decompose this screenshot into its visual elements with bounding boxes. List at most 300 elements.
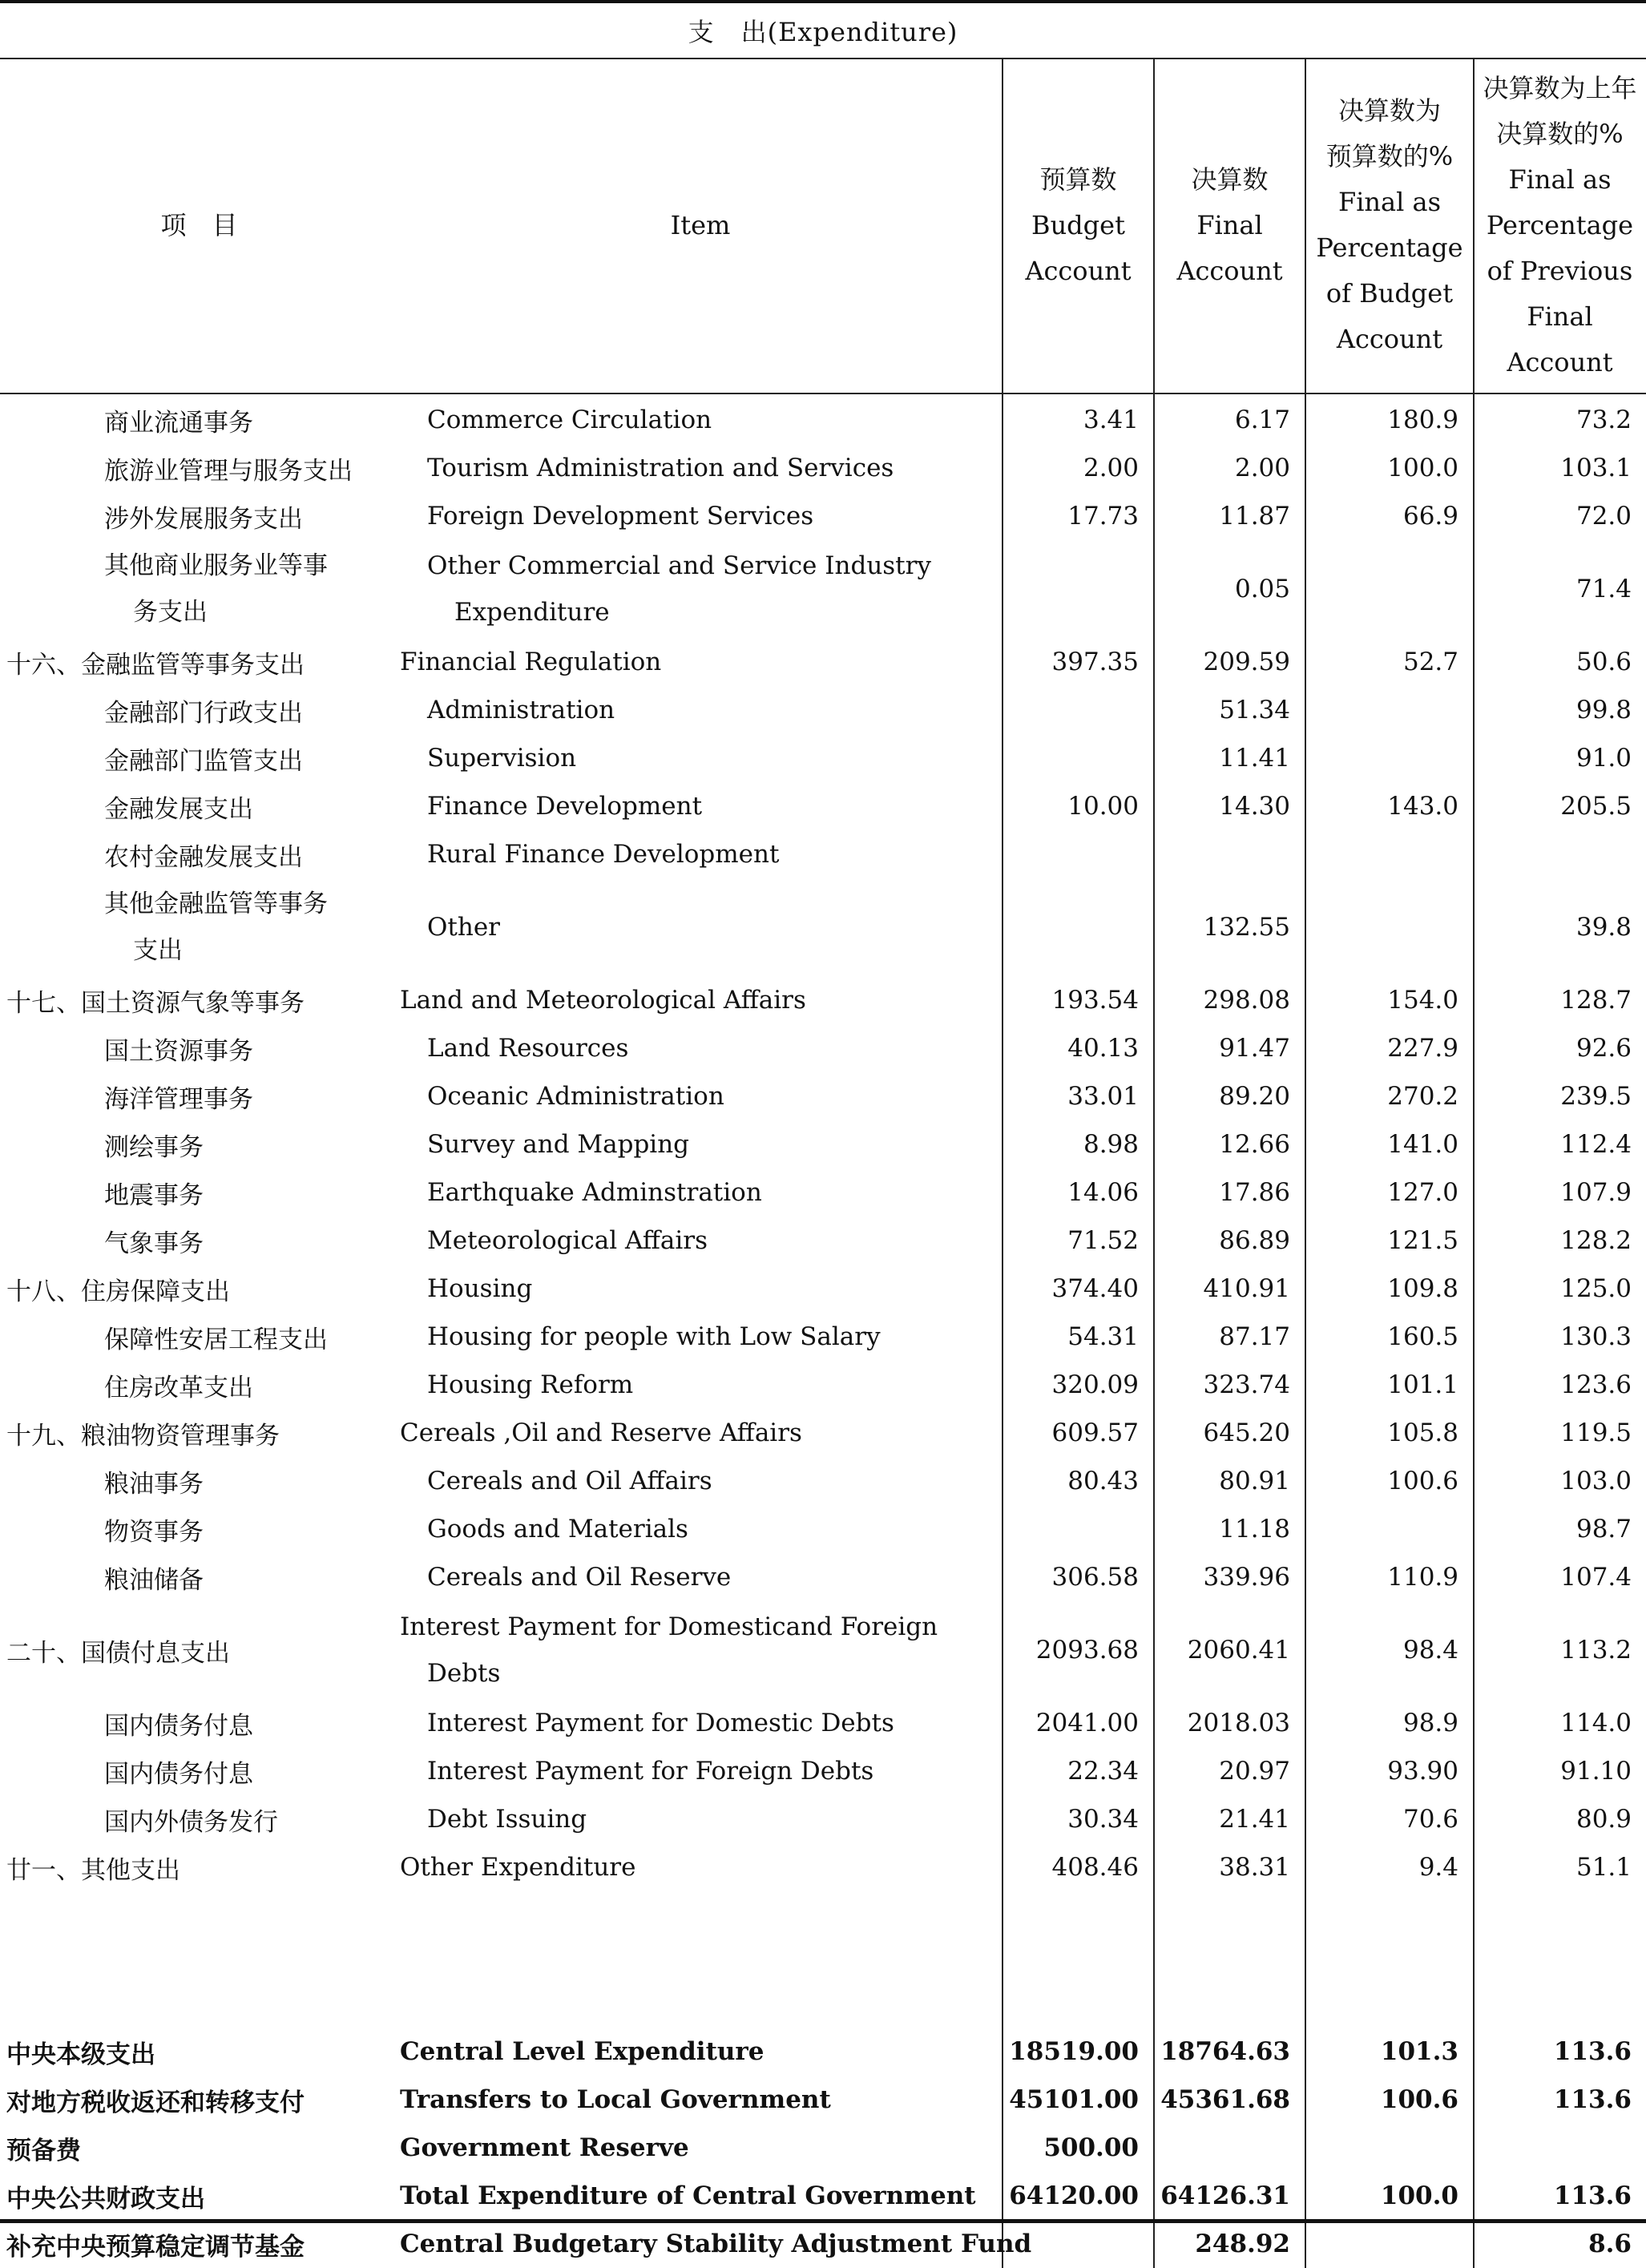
item-en-cell — [398, 1795, 1003, 1843]
pct-budget-cell — [1305, 396, 1474, 444]
cell-value: 0.05 — [1234, 575, 1290, 603]
item-en-cell — [398, 540, 1003, 638]
pct-budget-cell — [1305, 830, 1474, 878]
item-en-cell — [398, 1024, 1003, 1072]
cell-text: Interest Payment for Domestic Debts — [427, 1709, 894, 1737]
table-row — [0, 1553, 1646, 1601]
cell-text: Oceanic Administration — [427, 1082, 724, 1111]
cell-text: 住房改革支出 — [104, 1373, 253, 1402]
pct-prev-cell — [1474, 2028, 1646, 2076]
cell-text: 国内债务付息 — [104, 1759, 253, 1789]
pct-prev-cell — [1474, 830, 1646, 878]
cell-value: 121.5 — [1387, 1226, 1458, 1255]
cell-text: 中央本级支出 — [6, 2040, 155, 2069]
cell-value: 93.90 — [1387, 1757, 1458, 1786]
cell-value: 270.2 — [1387, 1082, 1458, 1111]
item-cn-cell — [0, 1361, 398, 1409]
item-cn-cell — [0, 1795, 398, 1843]
table-row — [0, 1601, 1646, 1699]
cell-value: 100.6 — [1380, 2085, 1458, 2114]
pct-budget-cell — [1305, 1601, 1474, 1699]
pct-budget-cell — [1305, 2220, 1474, 2268]
cell-line: Other Commercial and Service Industry — [427, 551, 931, 580]
cell-value: 11.41 — [1219, 744, 1290, 773]
budget-cell — [1003, 2172, 1154, 2220]
table-row — [0, 2172, 1646, 2220]
item-en-cell — [398, 638, 1003, 686]
item-cn-cell — [0, 444, 398, 492]
item-cn-cell — [0, 782, 398, 830]
budget-cell — [1003, 396, 1154, 444]
item-en-cell — [398, 1168, 1003, 1217]
cell-value: 609.57 — [1051, 1419, 1139, 1447]
pct-budget-cell — [1305, 1747, 1474, 1795]
budget-cell — [1003, 1072, 1154, 1120]
cell-value: 248.92 — [1195, 2230, 1290, 2258]
cell-value: 2.00 — [1234, 454, 1290, 482]
pct-budget-cell — [1305, 2076, 1474, 2124]
cell-text: 国内外债务发行 — [104, 1807, 278, 1837]
header-budget-line: Budget — [1031, 209, 1125, 240]
item-en-cell — [398, 2076, 1003, 2124]
item-en-cell — [398, 830, 1003, 878]
pct-prev-cell — [1474, 686, 1646, 734]
budget-cell — [1003, 1217, 1154, 1265]
cell-value: 6.17 — [1234, 406, 1290, 434]
cell-value: 2093.68 — [1035, 1636, 1139, 1665]
pct-prev-cell — [1474, 1361, 1646, 1409]
item-en-cell — [398, 2124, 1003, 2172]
item-en-cell — [398, 2028, 1003, 2076]
cell-value: 40.13 — [1067, 1034, 1139, 1063]
item-en-cell — [398, 2172, 1003, 2220]
cell-value: 2018.03 — [1187, 1709, 1290, 1737]
final-cell — [1154, 1409, 1305, 1457]
pct-budget-cell — [1305, 1024, 1474, 1072]
cell-value: 22.34 — [1067, 1757, 1139, 1786]
budget-cell — [1003, 1457, 1154, 1505]
header-final-line: Final — [1196, 209, 1263, 240]
cell-text: Interest Payment for Foreign Debts — [427, 1757, 874, 1786]
cell-value: 2060.41 — [1187, 1636, 1290, 1665]
cell-value: 645.20 — [1203, 1419, 1290, 1447]
header-pct-prev-line: of Previous — [1487, 255, 1633, 286]
pct-budget-cell — [1305, 1168, 1474, 1217]
pct-prev-cell — [1474, 1120, 1646, 1168]
item-cn-cell — [0, 1072, 398, 1120]
pct-prev-cell — [1474, 1843, 1646, 1891]
final-cell — [1154, 878, 1305, 976]
cell-text: 二十、国债付息支出 — [6, 1638, 230, 1668]
cell-value: 132.55 — [1203, 913, 1290, 942]
table-row — [0, 492, 1646, 540]
cell-value: 20.97 — [1219, 1757, 1290, 1786]
table-row — [0, 1795, 1646, 1843]
item-en-cell — [398, 1699, 1003, 1747]
table-row — [0, 2220, 1646, 2268]
table-row — [0, 1747, 1646, 1795]
cell-value: 128.7 — [1560, 986, 1632, 1015]
cell-value: 3.41 — [1083, 406, 1139, 434]
final-cell — [1154, 1313, 1305, 1361]
final-cell — [1154, 1024, 1305, 1072]
budget-cell — [1003, 1601, 1154, 1699]
cell-line: Expenditure — [454, 598, 610, 627]
cell-value: 70.6 — [1402, 1805, 1458, 1834]
cell-text: Commerce Circulation — [427, 406, 712, 434]
pct-prev-cell — [1474, 878, 1646, 976]
cell-text: Transfers to Local Government — [400, 2085, 831, 2114]
header-budget-line: Account — [1025, 255, 1132, 286]
cell-text: 中央公共财政支出 — [6, 2184, 205, 2214]
pct-budget-cell — [1305, 1265, 1474, 1313]
budget-cell — [1003, 1505, 1154, 1553]
item-cn-cell — [0, 2028, 398, 2076]
final-cell — [1154, 1553, 1305, 1601]
pct-prev-cell — [1474, 1505, 1646, 1553]
cell-value: 98.4 — [1402, 1636, 1458, 1665]
pct-budget-cell — [1305, 2124, 1474, 2172]
pct-prev-cell — [1474, 1409, 1646, 1457]
cell-text: 地震事务 — [104, 1180, 204, 1210]
item-en-cell — [398, 1072, 1003, 1120]
expenditure-table — [0, 396, 1646, 2268]
item-cn-cell — [0, 1313, 398, 1361]
cell-text: 商业流通事务 — [104, 408, 253, 438]
item-en-cell — [398, 878, 1003, 976]
pct-prev-cell — [1474, 1168, 1646, 1217]
bottom-rule — [0, 2219, 1646, 2223]
final-cell — [1154, 1601, 1305, 1699]
cell-value: 71.4 — [1575, 575, 1632, 603]
item-cn-cell — [0, 638, 398, 686]
cell-line: 其他商业服务业等事 — [104, 551, 328, 580]
pct-budget-cell — [1305, 2172, 1474, 2220]
table-row — [0, 1505, 1646, 1553]
cell-value: 127.0 — [1387, 1178, 1458, 1207]
cell-value: 128.2 — [1560, 1226, 1632, 1255]
item-en-cell — [398, 734, 1003, 782]
item-cn-cell — [0, 1409, 398, 1457]
budget-cell — [1003, 1361, 1154, 1409]
budget-cell — [1003, 444, 1154, 492]
cell-value: 8.98 — [1083, 1130, 1139, 1159]
cell-text: 物资事务 — [104, 1517, 204, 1547]
cell-value: 100.6 — [1387, 1467, 1458, 1495]
table-row — [0, 638, 1646, 686]
cell-value: 18519.00 — [1009, 2037, 1139, 2066]
item-en-cell — [398, 782, 1003, 830]
cell-text: Meteorological Affairs — [427, 1226, 708, 1255]
table-row — [0, 396, 1646, 444]
pct-budget-cell — [1305, 1313, 1474, 1361]
table-row — [0, 686, 1646, 734]
final-cell — [1154, 396, 1305, 444]
cell-value: 21.41 — [1219, 1805, 1290, 1834]
cell-value: 397.35 — [1051, 648, 1139, 676]
final-cell — [1154, 540, 1305, 638]
final-cell — [1154, 492, 1305, 540]
header-pct-budget-line: Final as — [1337, 187, 1442, 217]
final-cell — [1154, 444, 1305, 492]
table-row — [0, 1409, 1646, 1457]
cell-value: 73.2 — [1575, 406, 1632, 434]
item-en-cell — [398, 1601, 1003, 1699]
item-cn-cell — [0, 878, 398, 976]
header-pct-budget-line: 决算数为 — [1337, 95, 1441, 126]
spacer-cell — [1474, 1891, 1646, 2028]
cell-value: 52.7 — [1402, 648, 1458, 676]
cell-text: 十七、国土资源气象等事务 — [6, 988, 305, 1018]
cell-text: Housing Reform — [427, 1370, 634, 1399]
budget-cell — [1003, 734, 1154, 782]
cell-text: 涉外发展服务支出 — [104, 504, 303, 534]
budget-cell — [1003, 1409, 1154, 1457]
cell-value: 154.0 — [1387, 986, 1458, 1015]
item-cn-cell — [0, 1505, 398, 1553]
pct-budget-cell — [1305, 1843, 1474, 1891]
pct-budget-cell — [1305, 1120, 1474, 1168]
header-budget — [1003, 58, 1154, 394]
final-cell — [1154, 686, 1305, 734]
cell-text: Rural Finance Development — [427, 840, 780, 869]
cell-value: 323.74 — [1203, 1370, 1290, 1399]
item-cn-cell — [0, 1843, 398, 1891]
table-row — [0, 444, 1646, 492]
table-row — [0, 1120, 1646, 1168]
item-en-cell — [398, 686, 1003, 734]
cell-value: 98.7 — [1575, 1515, 1632, 1544]
cell-value: 205.5 — [1560, 792, 1632, 821]
cell-value: 80.9 — [1575, 1805, 1632, 1834]
cell-value: 17.73 — [1067, 502, 1139, 531]
cell-text: Other — [427, 913, 501, 942]
cell-text: 国土资源事务 — [104, 1036, 253, 1066]
final-cell — [1154, 830, 1305, 878]
cell-text: 国内债务付息 — [104, 1711, 253, 1741]
cell-value: 374.40 — [1051, 1274, 1139, 1303]
final-cell — [1154, 1120, 1305, 1168]
budget-cell — [1003, 540, 1154, 638]
cell-value: 103.1 — [1560, 454, 1632, 482]
pct-prev-cell — [1474, 1601, 1646, 1699]
cell-value: 113.6 — [1553, 2181, 1632, 2210]
cell-text: Earthquake Adminstration — [427, 1178, 762, 1207]
spacer-cell — [1003, 1891, 1154, 2028]
cell-value: 101.3 — [1380, 2037, 1458, 2066]
table-row — [0, 1699, 1646, 1747]
spacer-cell — [1305, 1891, 1474, 2028]
cell-value: 14.06 — [1067, 1178, 1139, 1207]
header-pct-prev-line: 决算数为上年 — [1483, 72, 1637, 103]
cell-text: 金融部门行政支出 — [104, 698, 303, 728]
pct-budget-cell — [1305, 638, 1474, 686]
budget-cell — [1003, 638, 1154, 686]
table-title: 支 出(Expenditure) — [0, 3, 1646, 59]
final-cell — [1154, 2124, 1305, 2172]
table-row — [0, 1843, 1646, 1891]
header-divider — [1473, 58, 1475, 396]
cell-value: 45361.68 — [1160, 2085, 1290, 2114]
pct-budget-cell — [1305, 734, 1474, 782]
final-cell — [1154, 1699, 1305, 1747]
cell-value: 100.0 — [1387, 454, 1458, 482]
cell-text: 十六、金融监管等事务支出 — [6, 650, 305, 680]
table-row — [0, 1361, 1646, 1409]
cell-value: 14.30 — [1219, 792, 1290, 821]
cell-value: 54.31 — [1067, 1322, 1139, 1351]
header-divider — [1002, 58, 1003, 396]
cell-value: 92.6 — [1575, 1034, 1632, 1063]
cell-value: 17.86 — [1219, 1178, 1290, 1207]
cell-text: Total Expenditure of Central Government — [400, 2181, 976, 2210]
cell-text: Cereals and Oil Affairs — [427, 1467, 712, 1495]
item-en-cell — [398, 976, 1003, 1024]
cell-value: 18764.63 — [1160, 2037, 1290, 2066]
cell-value: 227.9 — [1387, 1034, 1458, 1063]
budget-cell — [1003, 1168, 1154, 1217]
item-en-cell — [398, 1843, 1003, 1891]
cell-text: Administration — [427, 696, 615, 724]
cell-value: 298.08 — [1203, 986, 1290, 1015]
table-row — [0, 1072, 1646, 1120]
pct-prev-cell — [1474, 1457, 1646, 1505]
cell-value: 30.34 — [1067, 1805, 1139, 1834]
table-row — [0, 734, 1646, 782]
budget-cell — [1003, 492, 1154, 540]
cell-value: 112.4 — [1560, 1130, 1632, 1159]
item-en-cell — [398, 1747, 1003, 1795]
item-en-cell — [398, 1553, 1003, 1601]
pct-budget-cell — [1305, 444, 1474, 492]
cell-value: 500.00 — [1043, 2133, 1139, 2162]
budget-cell — [1003, 1843, 1154, 1891]
final-cell — [1154, 1361, 1305, 1409]
cell-value: 80.43 — [1067, 1467, 1139, 1495]
cell-value: 39.8 — [1575, 913, 1632, 942]
cell-value: 113.6 — [1553, 2037, 1632, 2066]
item-cn-cell — [0, 1601, 398, 1699]
cell-line: Interest Payment for Domesticand Foreign — [400, 1612, 938, 1641]
table-row — [0, 1217, 1646, 1265]
pct-budget-cell — [1305, 1505, 1474, 1553]
item-en-cell — [398, 2220, 1032, 2268]
budget-cell — [1003, 1795, 1154, 1843]
cell-text: 粮油储备 — [104, 1565, 204, 1595]
item-cn-cell — [0, 540, 398, 638]
table-row — [0, 1024, 1646, 1072]
cell-text: Cereals ,Oil and Reserve Affairs — [400, 1419, 802, 1447]
pct-prev-cell — [1474, 1747, 1646, 1795]
table-row — [0, 1313, 1646, 1361]
item-cn-cell — [0, 1024, 398, 1072]
cell-text: 十九、粮油物资管理事务 — [6, 1421, 280, 1451]
cell-value: 100.0 — [1380, 2181, 1458, 2210]
cell-value: 38.31 — [1219, 1853, 1290, 1882]
pct-prev-cell — [1474, 396, 1646, 444]
table-row — [0, 540, 1646, 638]
pct-budget-cell — [1305, 1072, 1474, 1120]
budget-cell — [1003, 1699, 1154, 1747]
table-row — [0, 830, 1646, 878]
header-final-line: 决算数 — [1191, 163, 1269, 195]
cell-value: 11.18 — [1219, 1515, 1290, 1544]
cell-text: 廿一、其他支出 — [6, 1855, 180, 1885]
cell-value: 193.54 — [1051, 986, 1139, 1015]
table-row — [0, 1168, 1646, 1217]
table-row — [0, 2124, 1646, 2172]
final-cell — [1154, 638, 1305, 686]
cell-value: 91.10 — [1560, 1757, 1632, 1786]
cell-value: 98.9 — [1402, 1709, 1458, 1737]
pct-prev-cell — [1474, 492, 1646, 540]
header-budget-line: 预算数 — [1039, 163, 1117, 195]
cell-value: 51.1 — [1575, 1853, 1632, 1882]
header-final-line: Account — [1176, 255, 1283, 286]
budget-cell — [1003, 878, 1154, 976]
cell-text: Goods and Materials — [427, 1515, 688, 1544]
cell-line: 支出 — [133, 936, 183, 965]
cell-value: 87.17 — [1219, 1322, 1290, 1351]
pct-budget-cell — [1305, 1361, 1474, 1409]
cell-value: 320.09 — [1051, 1370, 1139, 1399]
budget-cell — [1003, 830, 1154, 878]
table-row — [0, 1457, 1646, 1505]
header-item-en — [398, 58, 1003, 394]
cell-value: 51.34 — [1219, 696, 1290, 724]
pct-prev-cell — [1474, 1217, 1646, 1265]
pct-prev-cell — [1474, 1553, 1646, 1601]
cell-text: 旅游业管理与服务支出 — [104, 456, 353, 486]
header-pct-budget — [1305, 58, 1474, 394]
item-cn-cell — [0, 686, 398, 734]
pct-budget-cell — [1305, 976, 1474, 1024]
cell-value: 114.0 — [1560, 1709, 1632, 1737]
pct-prev-cell — [1474, 2220, 1646, 2268]
pct-prev-cell — [1474, 444, 1646, 492]
header-pct-budget-line: of Budget — [1325, 278, 1454, 309]
pct-prev-cell — [1474, 638, 1646, 686]
cell-text: Cereals and Oil Reserve — [427, 1563, 732, 1592]
budget-cell — [1003, 686, 1154, 734]
cell-value: 45101.00 — [1009, 2085, 1139, 2114]
final-cell — [1154, 1457, 1305, 1505]
cell-line: 其他金融监管等事务 — [104, 890, 328, 918]
final-cell — [1154, 782, 1305, 830]
cell-value: 143.0 — [1387, 792, 1458, 821]
cell-text: 气象事务 — [104, 1229, 204, 1258]
cell-value: 105.8 — [1387, 1419, 1458, 1447]
cell-value: 33.01 — [1067, 1082, 1139, 1111]
budget-cell — [1003, 1313, 1154, 1361]
table-body — [0, 396, 1646, 2268]
final-cell — [1154, 734, 1305, 782]
item-cn-cell — [0, 1553, 398, 1601]
pct-budget-cell — [1305, 878, 1474, 976]
pct-budget-cell — [1305, 686, 1474, 734]
cell-text: Land Resources — [427, 1034, 629, 1063]
cell-value: 101.1 — [1387, 1370, 1458, 1399]
cell-value: 110.9 — [1387, 1563, 1458, 1592]
item-cn-cell — [0, 396, 398, 444]
final-cell — [1154, 1072, 1305, 1120]
cell-text: Tourism Administration and Services — [427, 454, 894, 482]
cell-value: 99.8 — [1575, 696, 1632, 724]
item-cn-cell — [0, 734, 398, 782]
cell-text: Central Level Expenditure — [400, 2037, 765, 2066]
budget-cell — [1003, 1747, 1154, 1795]
pct-budget-cell — [1305, 1457, 1474, 1505]
